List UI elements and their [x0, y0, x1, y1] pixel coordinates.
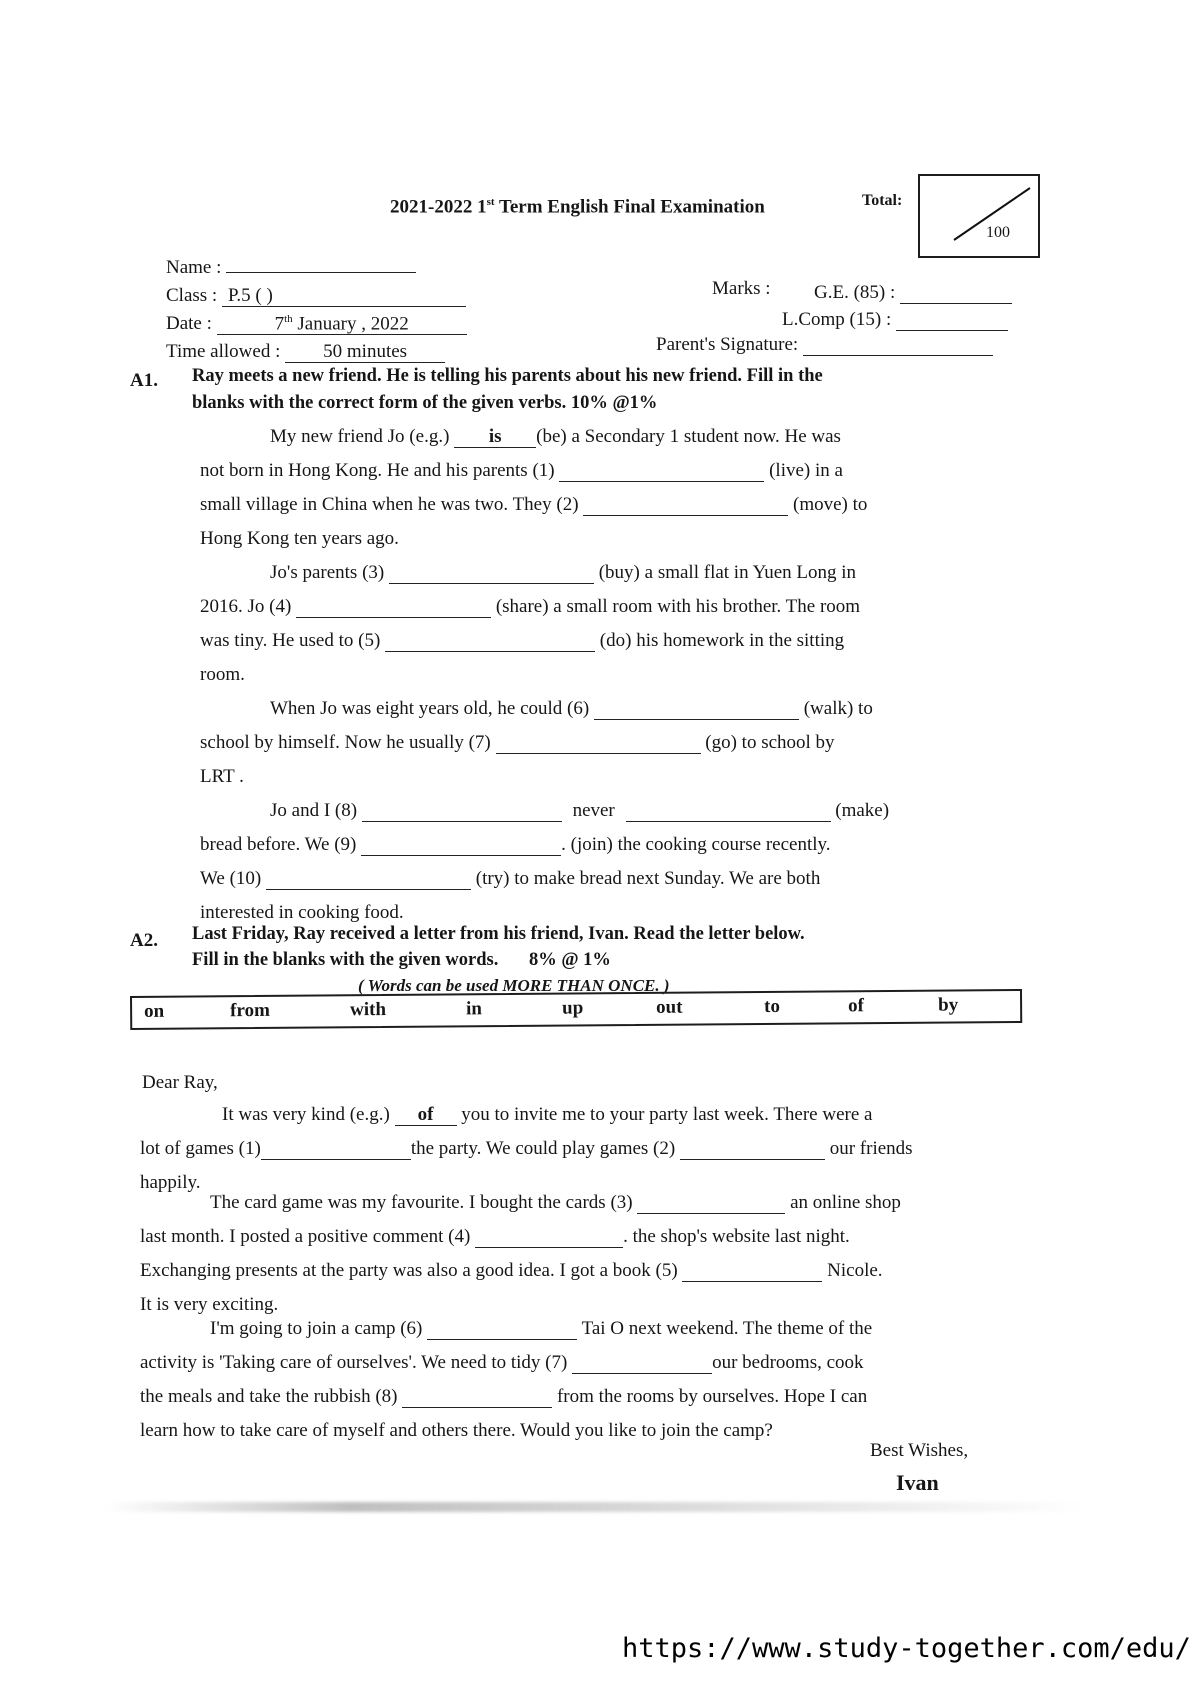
a1-text: school by himself. Now he usually (7) [200, 732, 491, 753]
a1-text: (do) his homework in the sitting [599, 630, 845, 651]
a1-line-5 [200, 596, 860, 618]
letter-line-5 [140, 1260, 883, 1282]
a1-line-11 [270, 800, 889, 822]
a1-text: Jo and I (8) [270, 800, 358, 821]
letter-text: lot of games (1) [140, 1138, 261, 1159]
a1-line-2 [200, 494, 867, 516]
a1-text: bread before. We (9) [200, 834, 357, 855]
a1-text: small village in China when he was two. They (2) [200, 494, 579, 515]
a2-instruction-2 [192, 950, 611, 971]
letter-text: activity is 'Taking care of ourselves'. We need to tidy (7) [140, 1352, 568, 1373]
a1-text: (live) in a [769, 460, 843, 481]
footer-url[interactable]: https://www.study-together.com/edu/ [622, 1633, 1191, 1664]
a1-line-14: interested in cooking food. [200, 902, 404, 923]
marks-label: Marks : [712, 278, 771, 299]
a1-text: My new friend Jo (e.g.) [270, 426, 450, 447]
time-field[interactable]: 50 minutes [285, 342, 445, 363]
total-label: Total: [862, 192, 903, 209]
a1-blank-6[interactable] [594, 699, 799, 720]
a2-instruction-text: Fill in the blanks with the given words. [192, 950, 499, 970]
letter-line-7 [210, 1318, 872, 1340]
letter-line-9 [140, 1386, 867, 1408]
letter-text: from the rooms by ourselves. Hope I can [556, 1386, 868, 1407]
time-label: Time allowed : [166, 341, 281, 362]
letter-text: last month. I posted a positive comment (4) [140, 1226, 471, 1247]
letter-blank-8[interactable] [402, 1387, 552, 1408]
a2-marks: 8% @ 1% [528, 950, 611, 970]
date-label: Date : [166, 313, 212, 334]
letter-text: our bedrooms, cook [712, 1352, 864, 1373]
date-row [166, 313, 467, 335]
a1-text: (move) to [793, 494, 868, 515]
letter-greeting: Dear Ray, [142, 1072, 218, 1093]
date-field[interactable] [217, 314, 467, 335]
a1-blank-7[interactable] [496, 733, 701, 754]
word-bank-item: with [350, 998, 387, 1021]
word-bank-item: on [144, 1000, 165, 1022]
a1-blank-4[interactable] [296, 597, 491, 618]
class-field[interactable]: P.5 ( ) [222, 286, 466, 307]
letter-text: I'm going to join a camp (6) [210, 1318, 423, 1339]
letter-blank-1[interactable] [261, 1139, 411, 1160]
a1-text: (share) a small room with his brother. The room [495, 596, 861, 617]
parent-label: Parent's Signature: [656, 334, 799, 355]
name-row [166, 257, 416, 279]
letter-blank-7[interactable] [572, 1353, 712, 1374]
a1-line-7: room. [200, 664, 245, 685]
letter-text: the meals and take the rubbish (8) [140, 1386, 398, 1407]
parent-row [656, 334, 993, 356]
a2-label: A2. [130, 930, 158, 951]
letter-blank-6[interactable] [427, 1319, 577, 1340]
a1-line-9 [200, 732, 835, 754]
parent-signature-field[interactable] [803, 335, 993, 356]
a1-text: was tiny. He used to (5) [200, 630, 381, 651]
letter-blank-2[interactable] [680, 1139, 825, 1160]
letter-text: Nicole. [827, 1260, 883, 1281]
title-sup: st [486, 196, 495, 208]
total-score-box [918, 174, 1040, 258]
a1-line-13 [200, 868, 820, 890]
letter-line-10: learn how to take care of myself and others there. Would you like to join the camp? [140, 1420, 773, 1441]
a1-line-3: Hong Kong ten years ago. [200, 528, 399, 549]
class-label: Class : [166, 285, 218, 306]
word-bank-item: up [562, 997, 584, 1019]
total-max: 100 [986, 224, 1010, 241]
a1-blank-8a[interactable] [362, 801, 562, 822]
a1-text: never [572, 800, 615, 821]
a2-note: ( Words can be used MORE THAN ONCE. ) [358, 976, 670, 995]
name-label: Name : [166, 257, 222, 278]
letter-text: our friends [829, 1138, 913, 1159]
letter-line-4 [140, 1226, 850, 1248]
a1-text: Jo's parents (3) [270, 562, 385, 583]
letter-signature: Ivan [896, 1470, 939, 1495]
date-day: 7 [274, 313, 285, 334]
ge-label: G.E. (85) : [814, 282, 896, 303]
word-bank-item: by [938, 994, 959, 1016]
class-row [166, 285, 466, 307]
date-rest: January , 2022 [292, 313, 409, 334]
a1-blank-1[interactable] [559, 461, 764, 482]
a1-line-10: LRT . [200, 766, 244, 787]
letter-example-blank: of [395, 1105, 457, 1126]
a1-blank-8b[interactable] [626, 801, 831, 822]
letter-line-eg [222, 1104, 872, 1126]
word-bank-item: in [466, 998, 483, 1020]
letter-closing: Best Wishes, [870, 1440, 969, 1461]
ge-row [814, 282, 1012, 304]
word-bank-item: out [656, 996, 683, 1018]
title-year: 2021-2022 1 [390, 196, 487, 218]
letter-blank-5[interactable] [682, 1261, 822, 1282]
a1-text: We (10) [200, 868, 262, 889]
ge-field[interactable] [900, 283, 1012, 304]
a1-text: . (join) the cooking course recently. [561, 834, 831, 855]
a1-blank-9[interactable] [361, 835, 561, 856]
letter-blank-4[interactable] [475, 1227, 623, 1248]
exam-title [390, 196, 765, 218]
letter-text: Tai O next weekend. The theme of the [581, 1318, 873, 1339]
letter-line-3 [210, 1192, 901, 1214]
a1-instruction-1: Ray meets a new friend. He is telling his parents about his new friend. Fill in the [192, 366, 823, 386]
letter-text: . the shop's website last night. [623, 1226, 850, 1247]
letter-line-2: happily. [140, 1172, 201, 1193]
a1-text: When Jo was eight years old, he could (6) [270, 698, 590, 719]
letter-text: an online shop [790, 1192, 901, 1213]
a1-example-blank: is [454, 427, 536, 448]
letter-line-6: It is very exciting. [140, 1294, 279, 1315]
letter-text: It was very kind (e.g.) [222, 1104, 390, 1125]
date-sup: th [284, 312, 293, 325]
a1-text: (be) a Secondary 1 student now. He was [536, 426, 841, 447]
a1-blank-3[interactable] [389, 563, 594, 584]
a2-instruction-1: Last Friday, Ray received a letter from his friend, Ivan. Read the letter below. [192, 924, 805, 944]
a1-blank-10[interactable] [266, 869, 471, 890]
total-slash-icon [920, 176, 1038, 256]
letter-line-8 [140, 1352, 864, 1374]
lcomp-field[interactable] [896, 310, 1008, 331]
name-field[interactable] [226, 272, 416, 273]
a1-text: not born in Hong Kong. He and his parents (1) [200, 460, 555, 481]
a1-blank-5[interactable] [385, 631, 595, 652]
letter-blank-3[interactable] [637, 1193, 785, 1214]
word-bank-item: from [230, 999, 270, 1022]
a1-line-8 [270, 698, 873, 720]
title-text: Term English Final Examination [494, 196, 765, 218]
word-bank-item: of [848, 995, 865, 1017]
a1-text: (walk) to [803, 698, 873, 719]
a1-line-1 [200, 460, 843, 482]
letter-text: the party. We could play games (2) [410, 1138, 676, 1159]
a1-line-12 [200, 834, 831, 856]
word-bank [130, 989, 1022, 1030]
a1-text: (make) [835, 800, 890, 821]
a1-text: (try) to make bread next Sunday. We are both [475, 868, 821, 889]
time-row [166, 341, 445, 363]
word-bank-item: to [764, 995, 781, 1018]
scan-smear [105, 1502, 1085, 1512]
lcomp-row [782, 309, 1008, 331]
letter-text: Exchanging presents at the party was also a good idea. I got a book (5) [140, 1260, 678, 1281]
a1-blank-2[interactable] [583, 495, 788, 516]
a1-text: 2016. Jo (4) [200, 596, 292, 617]
a1-text: (buy) a small flat in Yuen Long in [598, 562, 857, 583]
a1-line-6 [200, 630, 844, 652]
a1-text: (go) to school by [705, 732, 835, 753]
a1-line-4 [270, 562, 856, 584]
lcomp-label: L.Comp (15) : [782, 309, 892, 330]
letter-text: The card game was my favourite. I bought the cards (3) [210, 1192, 633, 1213]
a1-line-eg [270, 426, 841, 448]
a1-label: A1. [130, 370, 158, 391]
letter-line-1 [140, 1138, 913, 1160]
a1-instruction-2: blanks with the correct form of the given verbs. 10% @1% [192, 393, 658, 413]
letter-text: you to invite me to your party last week. There were a [461, 1104, 873, 1125]
